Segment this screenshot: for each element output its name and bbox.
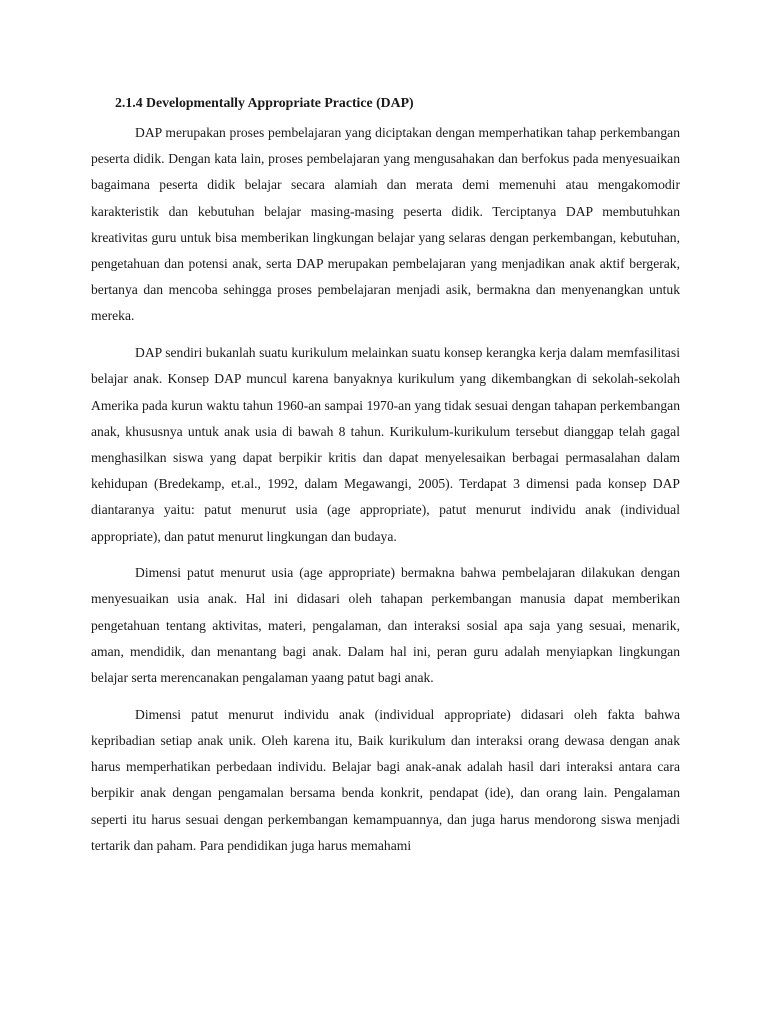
paragraph-4: Dimensi patut menurut individu anak (individual appropriate) didasari oleh fakta bahwa kepribadian setiap anak unik. Oleh karena itu, Baik kurikulum dan interaksi orang dewasa dengan anak harus memperhatikan perbedaan individu. Belajar bagi anak-anak adalah hasil dari interaksi antara cara berpikir anak dengan pengamalan bersama benda konkrit, pendapat (ide), dan orang lain. Pengalaman seperti itu harus sesuai dengan perkembangan kemampuannya, dan juga harus mendorong siswa menjadi tertarik dan paham. Para pendidikan juga harus memahami	[91, 706, 680, 853]
document-body	[91, 90, 680, 869]
paragraph-1: DAP merupakan proses pembelajaran yang diciptakan dengan memperhatikan tahap perkembangan peserta didik. Dengan kata lain, proses pembelajaran yang mengusahakan dan berfokus pada menyesuaikan bagaimana peserta didik belajar secara alamiah dan merata demi memenuhi atau mengakomodir karakteristik dan kebutuhan belajar masing-masing peserta didik. Terciptanya DAP membutuhkan kreativitas guru untuk bisa memberikan lingkungan belajar yang selaras dengan perkembangan, kebutuhan, pengetahuan dan potensi anak, serta DAP merupakan pembelajaran yang menjadikan anak aktif bergerak, bertanya dan mencoba sehingga proses pembelajaran menjadi asik, bermakna dan menyenangkan untuk mereka.	[91, 125, 680, 324]
paragraph-2: DAP sendiri bukanlah suatu kurikulum melainkan suatu konsep kerangka kerja dalam memfasilitasi belajar anak. Konsep DAP muncul karena banyaknya kurikulum yang dikembangkan di sekolah-sekolah Amerika pada kurun waktu tahun 1960-an sampai 1970-an yang tidak sesuai dengan tahapan perkembangan anak, khususnya untuk anak usia di bawah 8 tahun. Kurikulum-kurikulum tersebut dianggap telah gagal menghasilkan siswa yang dapat berpikir kritis dan dapat menyelesaikan berbagai permasalahan dalam kehidupan (Bredekamp, et.al., 1992, dalam Megawangi, 2005). Terdapat 3 dimensi pada konsep DAP diantaranya yaitu: patut menurut usia (age appropriate), patut menurut individu anak (individual appropriate), dan patut menurut lingkungan dan budaya.	[91, 345, 680, 544]
section-heading: 2.1.4 Developmentally Appropriate Practice (DAP)	[115, 95, 414, 110]
paragraph-3: Dimensi patut menurut usia (age appropriate) bermakna bahwa pembelajaran dilakukan dengan menyesuaikan usia anak. Hal ini didasari oleh tahapan perkembangan manusia dapat memberikan pengetahuan tentang aktivitas, materi, pengalaman, dan interaksi sosial apa saja yang sesuai, menarik, aman, mendidik, dan menantang bagi anak. Dalam hal ini, peran guru adalah menyiapkan lingkungan belajar serta merencanakan pengalaman yaang patut bagi anak.	[91, 565, 680, 686]
